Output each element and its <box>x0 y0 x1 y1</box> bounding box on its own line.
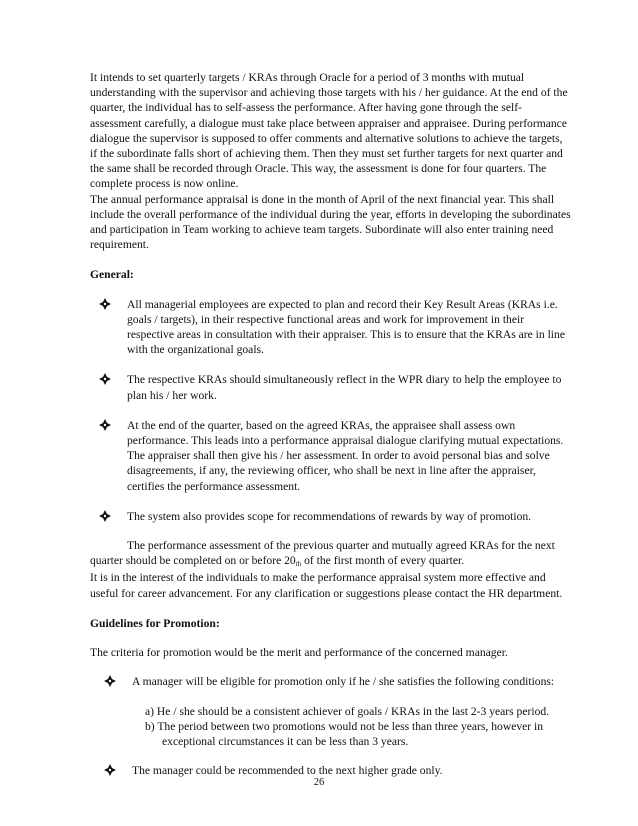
general-bullet-4 <box>90 509 572 524</box>
general-bullet-text: The system also provides scope for recommendations of rewards by way of promotion. <box>127 509 532 523</box>
promotion-bullet-text: The manager could be recommended to the next higher grade only. <box>132 764 443 778</box>
diamond-bullet-icon <box>103 674 117 688</box>
page-number: 26 <box>313 777 325 788</box>
condition-b-line-1: b) The period between two promotions would not be less than three years, however in <box>145 719 544 733</box>
promotion-criteria: The criteria for promotion would be the merit and performance of the concerned manager. <box>90 646 508 660</box>
ordinal-suffix: th <box>295 560 302 569</box>
promotion-heading: Guidelines for Promotion: <box>90 616 220 630</box>
diamond-bullet-icon <box>98 509 112 523</box>
general-bullet-3 <box>90 418 572 494</box>
closing-text-start: The performance assessment of the previous quarter and mutually agreed KRAs for the next quarter should be completed on or before 20 <box>90 539 555 568</box>
promotion-bullet-text: A manager will be eligible for promotion only if he / she satisfies the following conditions: <box>132 675 555 689</box>
page-content <box>90 70 572 778</box>
general-bullet-text: At the end of the quarter, based on the agreed KRAs, the appraisee shall assess own performance. This leads into a performance appraisal dialogue clarifying mutual expectations. The appraiser shall then give his / her assessment. In order to avoid personal bias and solve disagreements, if any, the reviewing officer, who shall be next in line after the appraiser, certifies the performance assessment. <box>127 418 564 493</box>
promotion-conditions <box>90 704 572 750</box>
general-heading: General: <box>90 268 134 282</box>
intro-paragraph-2: The annual performance appraisal is done in the month of April of the next financial year. This shall include the overall performance of the individual during the year, efforts in developing the subordinates and participation in Team working to achieve team targets. Subordinate will also enter training need requirement. <box>90 192 571 252</box>
general-bullet-1 <box>90 297 572 358</box>
promotion-bullet-1 <box>90 674 572 689</box>
condition-b-line-2: exceptional circumstances it can be less than 3 years. <box>162 734 409 748</box>
general-bullet-text: All managerial employees are expected to plan and record their Key Result Areas (KRAs i.e. goals / targets), in their respective functional areas and work for improvement in their respective areas in consultation with their appraiser. This is to ensure that the KRAs are in line with the organizational goals. <box>127 297 565 357</box>
closing-text-end: of the first month of every quarter. <box>301 554 465 568</box>
diamond-bullet-icon <box>98 418 112 432</box>
general-closing-paragraph-1 <box>90 538 572 570</box>
intro-paragraph-1: It intends to set quarterly targets / KRAs through Oracle for a period of 3 months with mutual understanding with the supervisor and achieving those targets with his / her guidance. At the end of the quarter, the individual has to self-assess the performance. After having gone through the self-assessment carefully, a dialogue must take place between appraiser and appraisee. During performance dialogue the supervisor is supposed to offer comments and alternative solutions to achieve the targets, if the subordinate falls short of achieving them. Then they must set further targets for next quarter and the same shall be recorded through Oracle. This way, the assessment is done for four quarters. The complete process is now online. <box>90 71 568 191</box>
general-closing-paragraph-2: It is in the interest of the individuals to make the performance appraisal system more effective and useful for career advancement. For any clarification or suggestions please contact the HR department. <box>90 571 563 600</box>
diamond-bullet-icon <box>98 297 112 311</box>
general-bullet-text: The respective KRAs should simultaneously reflect in the WPR diary to help the employee to plan his / her work. <box>127 373 562 402</box>
condition-a: a) He / she should be a consistent achiever of goals / KRAs in the last 2-3 years period. <box>145 704 550 718</box>
diamond-bullet-icon <box>98 372 112 386</box>
general-bullet-2 <box>90 372 572 402</box>
